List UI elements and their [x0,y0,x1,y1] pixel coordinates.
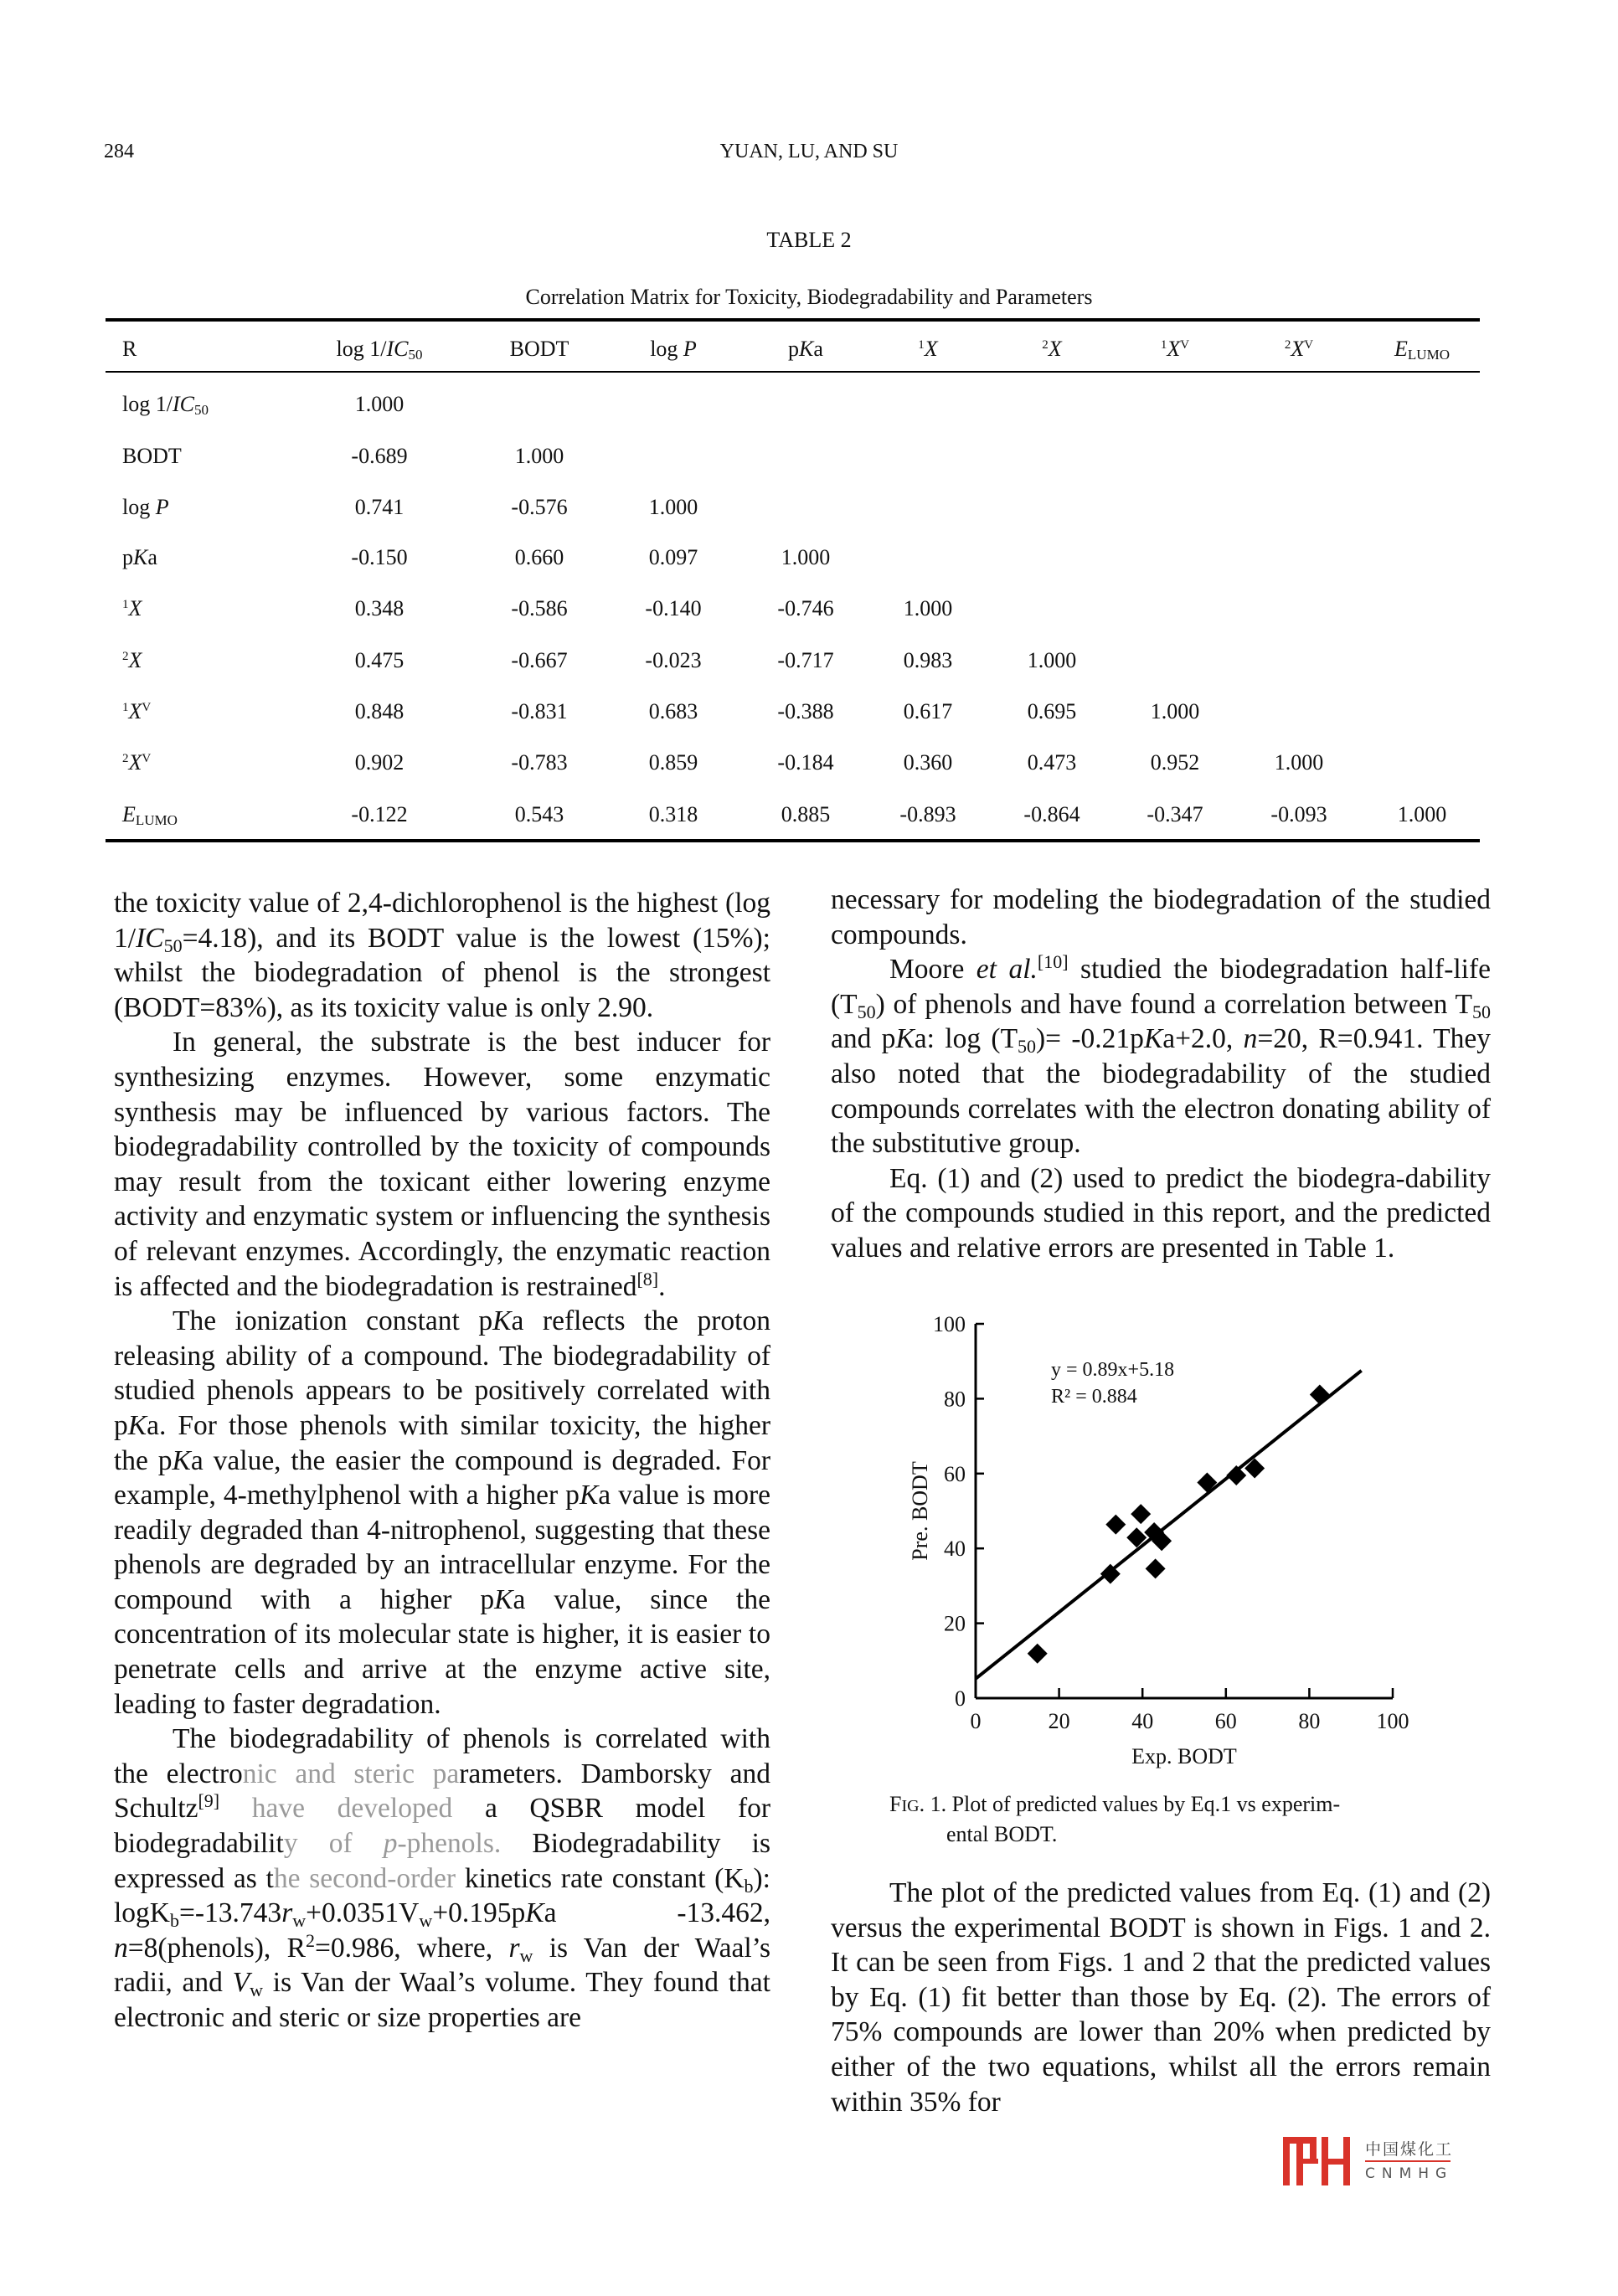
running-head: YUAN, LU, AND SU [719,141,899,162]
table-cell: -0.667 [511,648,568,672]
x-tick-label: 60 [1214,1709,1237,1733]
row-label: log P [122,495,169,519]
column-header: $^1X^V$ [1160,337,1190,361]
paragraph: the toxicity value of 2,4-dichlorophenol is the highest (log $1/IC_{50}=4.18$), and its BODT value is the lowest (15%); whilst the biodegradation of phenol is the strongest (BODT=83%), as its toxicity value is only 2.90. [114,888,770,1023]
table-cell: 1.000 [1274,750,1324,775]
trendline-annotation: R² = 0.884 [1051,1386,1137,1408]
table-cell: -0.864 [1023,802,1080,826]
row-label: $\log 1/IC_{50}$ [122,392,209,418]
table-header-rule [106,371,1480,373]
table-cell: -0.586 [511,596,568,620]
table-cell: 0.617 [903,699,953,723]
column-header: log P [650,337,697,361]
figure-caption [889,1790,1476,1848]
table-cell: -0.783 [511,750,568,775]
table-cell: 1.000 [903,596,953,620]
column-header: $E_{LUMO}$ [1394,337,1450,363]
data-point [1028,1644,1048,1664]
row-label: $^1X^V$ [122,699,152,723]
table-cell: 1.000 [1397,802,1447,826]
figure-caption-text: Plot of predicted values by Eq.1 vs experim- [951,1792,1341,1816]
x-tick-label: 20 [1048,1709,1070,1733]
table-cell: 0.952 [1150,750,1200,775]
data-point [1310,1384,1330,1404]
data-point [1105,1515,1126,1535]
table-cell: 1.000 [781,545,831,569]
table-cell: 0.848 [354,699,404,723]
paragraph: Moore et al.[10] studied the biodegradation half-life $(T_{50})$ of phenols and have found a correlation between $T_{50}$ and pKa: $\log (T_{50})= -0.21pKa+2.0$, n=20, R=0.941. They also noted that the biodegradability of the studied compounds correlates with the electron donating ability of the substitutive group. [831,951,1491,1160]
table-title: TABLE 2 [766,228,852,252]
data-point [1131,1504,1151,1524]
table-cell: -0.347 [1147,802,1203,826]
table-cell: -0.388 [777,699,834,723]
table-cell: 0.741 [354,495,404,519]
row-label: pKa [122,545,157,569]
y-tick-label: 60 [944,1461,966,1486]
figure-caption-continued: ental BODT. [946,1822,1058,1846]
chart-svg [871,1306,1474,1775]
row-label: $^2$X [122,648,142,672]
y-tick-label: 80 [944,1387,966,1412]
table-cell: -0.150 [351,545,408,569]
figure-label: FIG. 1. [889,1792,947,1816]
page-number: 284 [104,141,134,162]
table-cell: 0.695 [1027,699,1077,723]
row-label: $^2X^V$ [122,750,152,775]
trendline [976,1371,1362,1679]
logo-chinese-text: 中国煤化工 [1365,2140,1454,2159]
table-cell: -0.140 [645,596,702,620]
column-header: $^2$X [1042,337,1062,361]
table-cell: -0.023 [645,648,702,672]
table-cell: 0.360 [903,750,953,775]
table-top-rule [106,318,1480,322]
figure-1-scatter-plot [871,1306,1474,1775]
y-axis-label: Pre. BODT [908,1461,932,1561]
right-text-column [831,883,1491,1266]
paragraph: Eq. (1) and (2) used to predict the biodegra-dability of the compounds studied in this report, and the predicted values and relative errors are presented in Table 1. [831,1162,1491,1264]
trendline-annotation: y = 0.89x+5.18 [1051,1359,1175,1381]
table-cell: -0.717 [777,648,834,672]
paragraph: The plot of the predicted values from Eq. (1) and (2) versus the experimental BODT is shown in Figs. 1 and 2. It can be seen from Figs. 1 and 2 that the predicted values by Eq. (1) fit better than those by Eq. (2). The errors of 75% compounds are lower than 20% when predicted by either of the two equations, whilst all the errors remain within 35% for [831,1877,1491,2118]
logo-divider [1365,2160,1451,2162]
table-cell: 0.859 [648,750,698,775]
column-header: BODT [509,337,569,361]
table-cell: 1.000 [354,392,404,416]
table-caption: Correlation Matrix for Toxicity, Biodegradability and Parameters [525,285,1093,309]
table-cell: -0.122 [351,802,408,826]
table-corner-label: R [122,337,137,361]
column-header: $\log 1/IC_{50}$ [336,337,423,363]
table-cell: 1.000 [1027,648,1077,672]
table-cell: 0.097 [648,545,698,569]
paragraph: In general, the substrate is the best inducer for synthesizing enzymes. However, some enzymatic synthesis may be influenced by various factors. The biodegradability controlled by the toxicity of compounds may result from the toxicant either lowering enzyme activity and enzymatic system or influencing the synthesis of relevant enzymes. Accordingly, the enzymatic reaction is affected and the biodegradation is restrained[8]. [114,1027,770,1302]
paragraph: The biodegradability of phenols is correlated with the electronic and steric parameters. Damborsky and Schultz[9] have developed a QSBR model for biodegradability of p-phenols. Biodegradability is expressed as the second-order kinetics rate constant $(K_b)$: $\log K_b=-13.743r_w+0.0351V_w+0.195pKa$ -13.462, n=8(phenols), $R^2=0.986$, where, $r_w$ is Van der Waal’s radii, and $V_w$ is Van der Waal’s volume. They found that electronic and steric or size properties are [114,1723,771,2033]
table-bottom-rule [106,839,1480,842]
row-label: $^1$X [122,596,142,620]
paragraph: The ionization constant pKa reflects the proton releasing ability of a compound. The biodegradability of studied phenols appears to be positively correlated with pKa. For those phenols with similar toxicity, the higher the pKa value, the easier the compound is degraded. For example, 4-methylphenol with a higher pKa value is more readily degraded than 4-nitrophenol, suggesting that these phenols are degraded by an intracellular enzyme. For the compound with a higher pKa value, since the concentration of its molecular state is higher, it is easier to penetrate cells and arrive at the enzyme active site, leading to faster degradation. [114,1305,771,1720]
table-cell: -0.746 [777,596,834,620]
table-cell: 0.475 [354,648,404,672]
table-cell: 0.543 [514,802,564,826]
data-point [1146,1558,1166,1578]
mh-logo-icon [1283,2137,1352,2185]
table-cell: 0.660 [514,545,564,569]
data-point [1226,1465,1246,1485]
column-header: $^2X^V$ [1284,337,1314,361]
table-cell: 1.000 [1150,699,1200,723]
table-cell: 0.318 [648,802,698,826]
x-tick-label: 100 [1376,1709,1409,1733]
row-label: $E_{LUMO}$ [122,802,178,828]
table-cell: -0.093 [1270,802,1327,826]
y-tick-label: 20 [944,1611,966,1636]
cnmhg-logo [1281,2135,1466,2189]
x-tick-label: 0 [970,1709,982,1733]
table-cell: -0.831 [511,699,568,723]
table-cell: 0.473 [1027,750,1077,775]
y-tick-label: 0 [955,1686,966,1711]
y-tick-label: 40 [944,1537,966,1562]
x-tick-label: 80 [1298,1709,1321,1733]
logo-english-text: CNMHG [1365,2165,1454,2182]
table-cell: 1.000 [514,444,564,468]
table-cell: 0.902 [354,750,404,775]
table-cell: 1.000 [648,495,698,519]
table-cell: -0.689 [351,444,408,468]
table-cell: -0.893 [899,802,956,826]
column-header: $^1$X [918,337,938,361]
table-cell: 0.348 [354,596,404,620]
table-cell: 0.683 [648,699,698,723]
x-axis-label: Exp. BODT [1131,1744,1237,1768]
right-text-column-continued [831,1876,1491,2119]
row-label: BODT [122,444,182,468]
table-cell: -0.184 [777,750,834,775]
table-cell: 0.885 [781,802,831,826]
table-cell: 0.983 [903,648,953,672]
paragraph: necessary for modeling the biodegradation of the studied compounds. [831,884,1491,950]
y-tick-label: 100 [933,1312,966,1336]
x-tick-label: 40 [1131,1709,1154,1733]
column-header: pKa [788,337,823,361]
left-text-column [114,886,770,2036]
table-cell: -0.576 [511,495,568,519]
